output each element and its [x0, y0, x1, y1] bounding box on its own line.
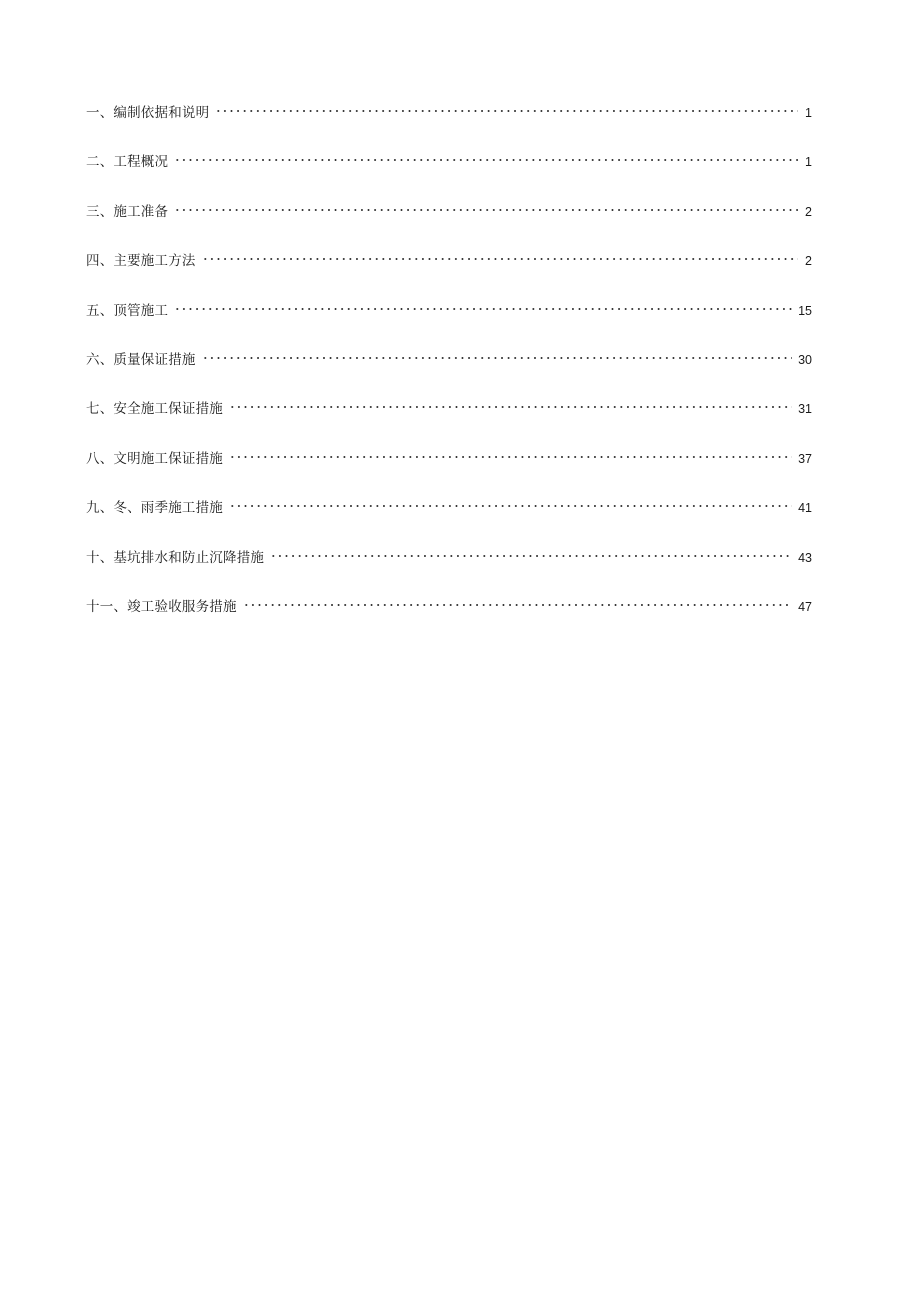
- toc-dot-leader: [243, 602, 792, 608]
- toc-dot-leader: [270, 553, 792, 559]
- toc-entry-page-number: 30: [798, 352, 812, 367]
- toc-entry-page-number: 31: [798, 402, 812, 417]
- toc-entry[interactable]: [86, 399, 812, 448]
- toc-entry-title: 十一、竣工验收服务措施: [86, 598, 237, 615]
- toc-dot-leader: [202, 256, 798, 262]
- toc-dot-leader: [202, 355, 792, 361]
- toc-dot-leader: [174, 157, 798, 163]
- toc-entry-title: 四、主要施工方法: [86, 253, 196, 270]
- toc-entry[interactable]: [86, 251, 812, 300]
- toc-entry[interactable]: [86, 301, 812, 350]
- toc-entry-page-number: 43: [798, 550, 812, 565]
- toc-entry[interactable]: [86, 152, 812, 201]
- toc-entry[interactable]: [86, 449, 812, 498]
- toc-entry-page-number: 37: [798, 451, 812, 466]
- toc-dot-leader: [229, 454, 792, 460]
- toc-dot-leader: [174, 306, 792, 312]
- toc-entry-title: 十、基坑排水和防止沉降措施: [86, 549, 265, 566]
- toc-entry-page-number: 47: [798, 599, 812, 614]
- toc-dot-leader: [229, 503, 792, 509]
- toc-entry-title: 七、安全施工保证措施: [86, 401, 223, 418]
- toc-entry-title: 一、编制依据和说明: [86, 105, 210, 121]
- toc-entry-page-number: 1: [805, 155, 812, 170]
- toc-dot-leader: [229, 404, 792, 410]
- toc-entry[interactable]: [86, 350, 812, 399]
- toc-entry[interactable]: [86, 597, 812, 646]
- toc-entry[interactable]: [86, 498, 812, 547]
- toc-entry[interactable]: [86, 103, 812, 152]
- toc-entry-page-number: 1: [805, 106, 812, 120]
- toc-entry-title: 六、质量保证措施: [86, 351, 196, 368]
- toc-entry-page-number: 2: [805, 204, 812, 219]
- toc-entry[interactable]: [86, 202, 812, 251]
- toc-entry-title: 八、文明施工保证措施: [86, 450, 223, 467]
- toc-dot-leader: [215, 108, 798, 114]
- table-of-contents: [86, 103, 812, 646]
- toc-entry-title: 五、顶管施工: [86, 302, 169, 319]
- toc-dot-leader: [174, 207, 798, 213]
- toc-entry[interactable]: [86, 548, 812, 597]
- toc-entry-title: 二、工程概况: [86, 154, 169, 171]
- toc-entry-title: 三、施工准备: [86, 203, 169, 220]
- toc-entry-page-number: 2: [805, 254, 812, 269]
- toc-entry-title: 九、冬、雨季施工措施: [86, 500, 223, 517]
- toc-entry-page-number: 41: [798, 501, 812, 516]
- toc-entry-page-number: 15: [798, 303, 812, 318]
